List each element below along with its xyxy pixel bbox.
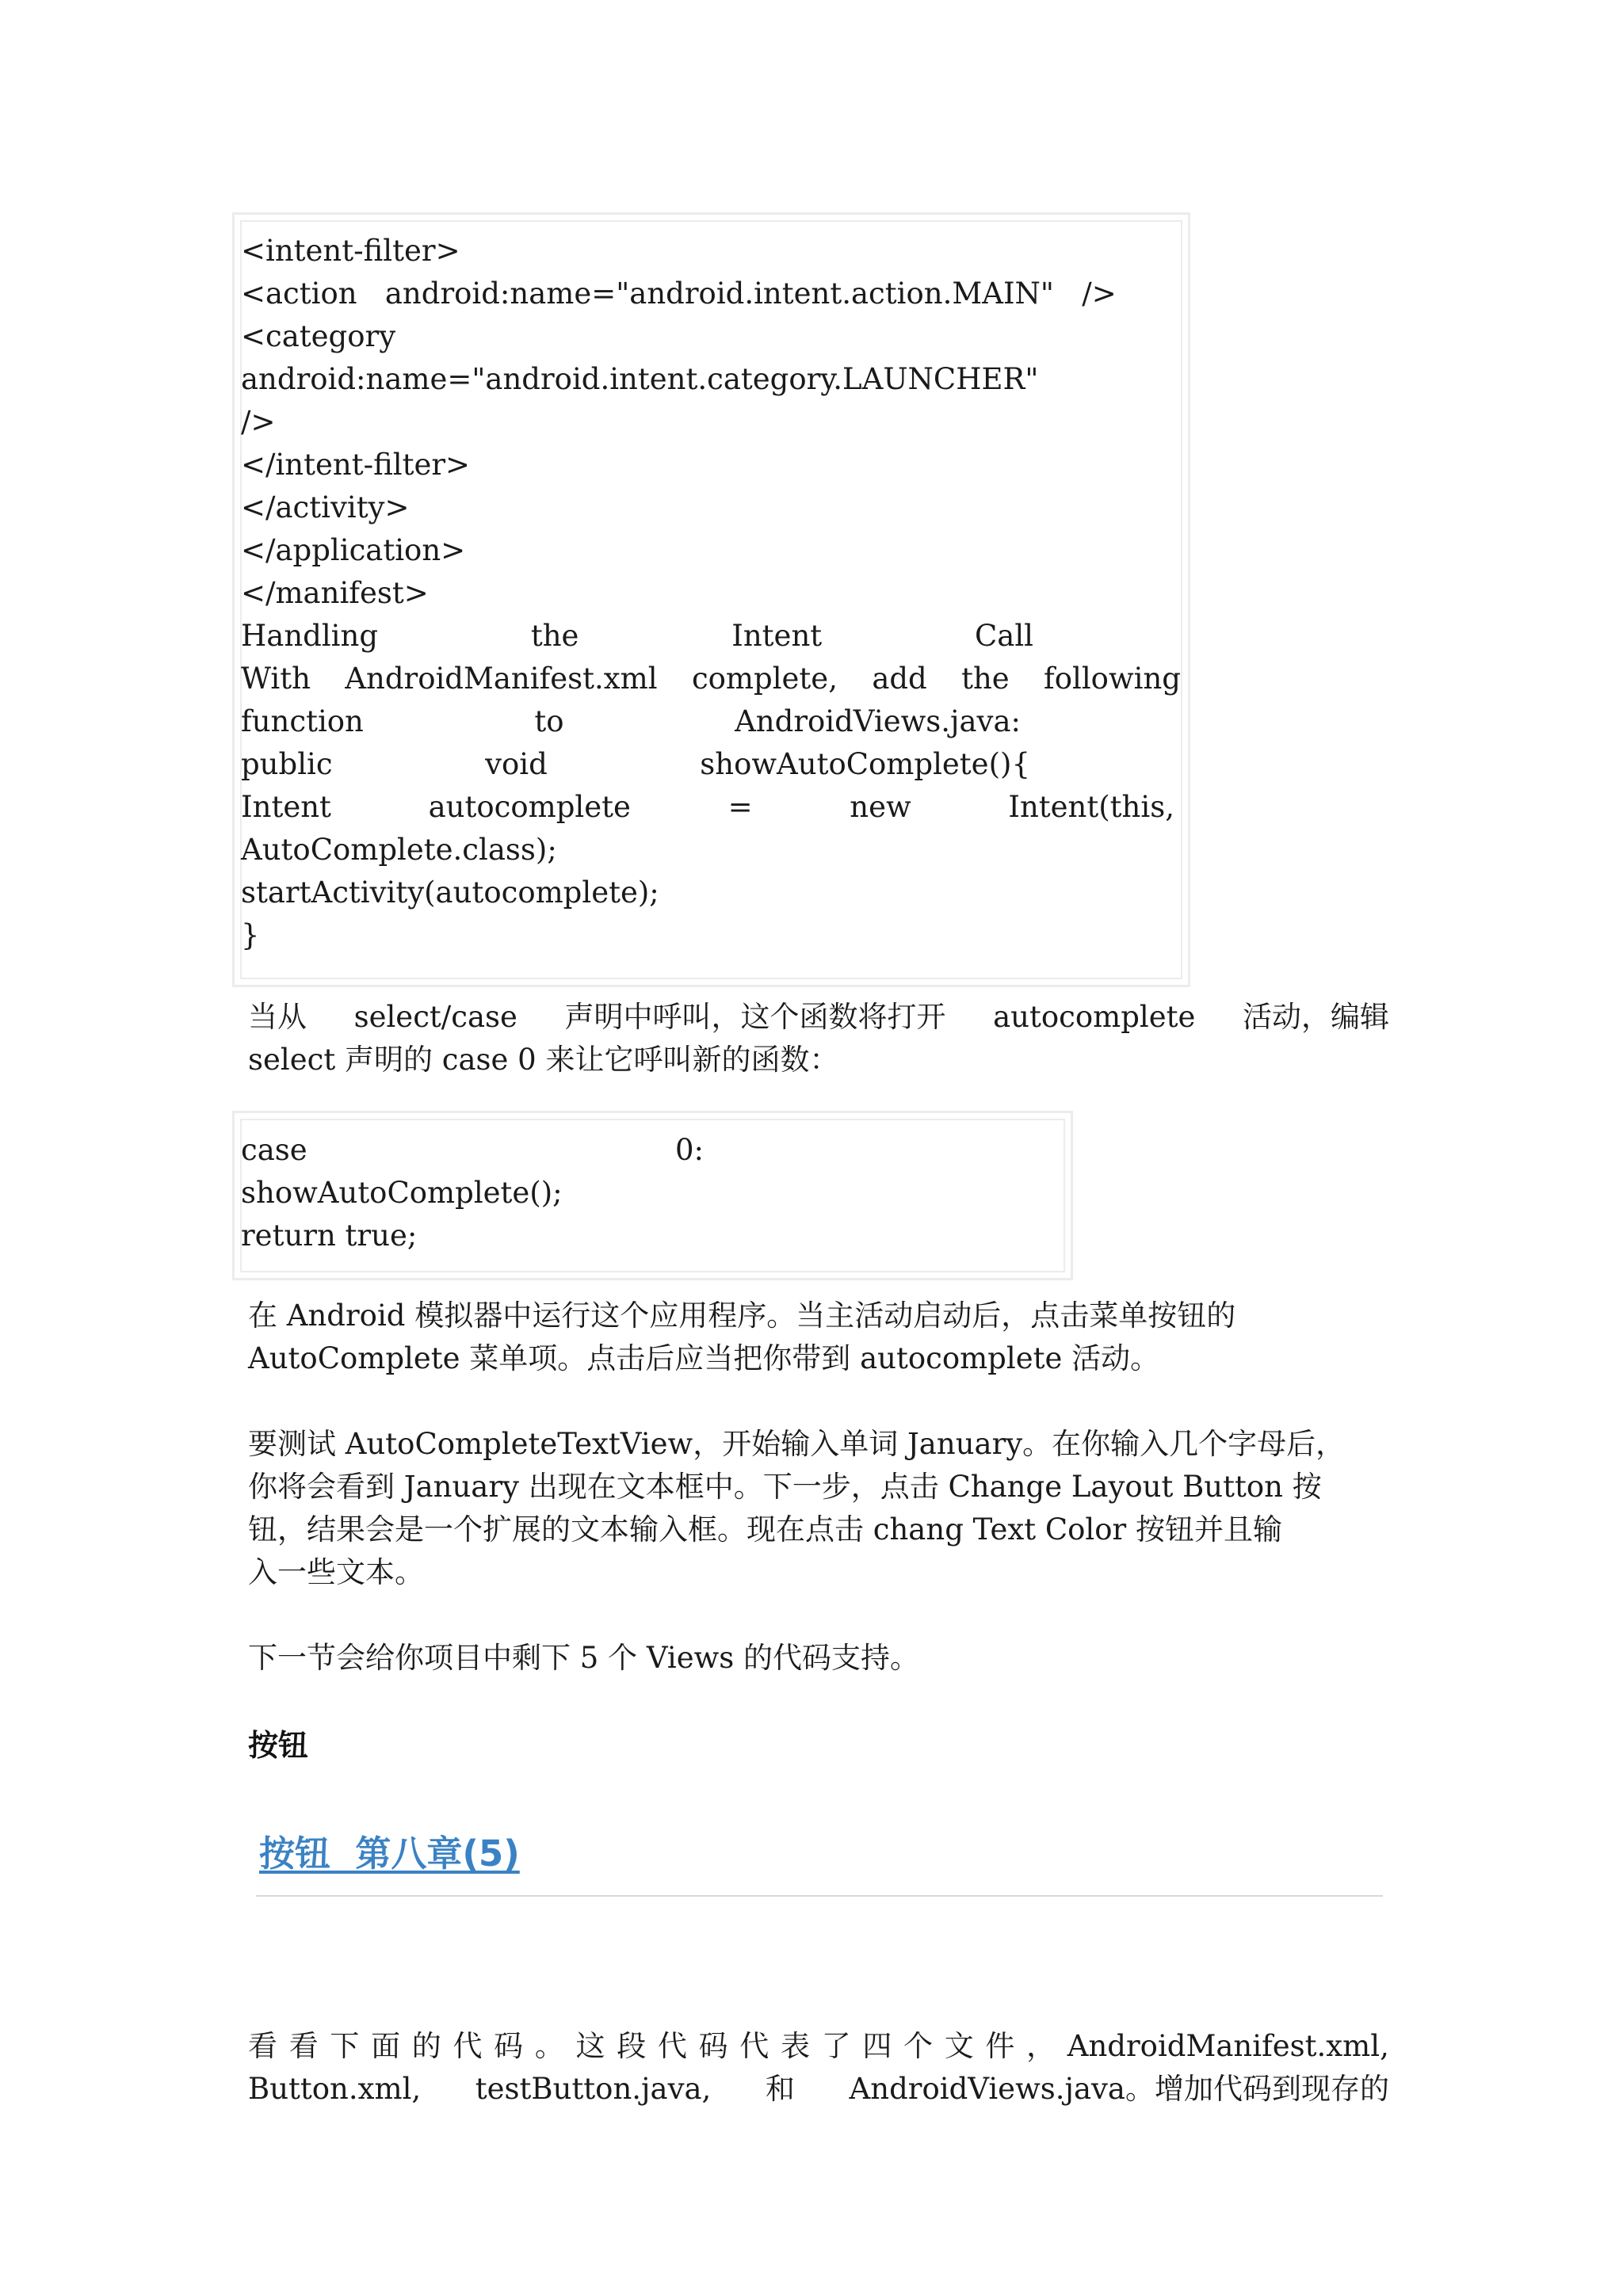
code-word: following [1044,662,1181,696]
code-word: add [872,662,927,696]
code-word: AndroidViews.java: [735,704,1021,738]
paragraph-line: 钮，结果会是一个扩展的文本输入框。现在点击 chang Text Color 按钮并且输 [248,1512,1282,1547]
code-word: With [241,662,311,696]
code-word: showAutoComplete(){ [700,747,1030,781]
code-line: <action android:name="android.intent.action.MAIN" /> [241,277,1117,311]
text-run: AndroidViews.java。增加代码到现存的 [849,2072,1389,2106]
text-run: select/case [353,1000,517,1034]
chapter-title-link[interactable]: 按钮 第八章(5) [259,1833,520,1875]
code-word: Call [974,619,1033,653]
code-word: = [727,790,753,824]
text-run: Button.xml, [248,2072,422,2106]
code-line-justified [241,700,1021,743]
code-word: Intent [241,790,331,824]
code-word: AndroidManifest.xml [345,662,658,696]
text-run: 当从 [248,1000,307,1034]
paragraph-line [248,2068,1389,2111]
text-run: 段 [617,2029,647,2063]
code-line: startActivity(autocomplete); [241,875,659,910]
text-run: 表 [780,2029,810,2063]
paragraph-line: AutoComplete 菜单项。点击后应当把你带到 autocomplete 活动。 [248,1341,1160,1375]
code-line: </intent-filter> [241,448,471,482]
paragraph-next-section [248,1637,1389,1680]
code-line: </activity> [241,490,410,524]
code-line: </manifest> [241,576,429,610]
text-run: 的 [411,2029,441,2063]
code-line: return true; [241,1219,418,1253]
code-word: 0: [674,1133,704,1167]
text-run: 个 [903,2029,933,2063]
paragraph-run-app [248,1295,1389,1380]
code-line-justified [241,615,1033,658]
paragraph-line: 在 Android 模拟器中运行这个应用程序。当主活动启动后，点击菜单按钮的 [248,1299,1236,1333]
code-line-justified [241,786,1174,829]
code-word: Handling [241,619,379,653]
text-run: 代 [657,2029,687,2063]
code-line: <intent-filter> [241,234,460,268]
text-run: 。 [534,2029,564,2063]
paragraph-test-autocomplete [248,1423,1389,1594]
text-run: 声明中呼叫，这个函数将打开 [564,1000,946,1034]
text-run: 码 [698,2029,728,2063]
paragraph-line [248,2025,1389,2068]
code-line: android:name="android.intent.category.LAUNCHER" [241,362,1039,396]
paragraph-line: 你将会看到 January 出现在文本框中。下一步，点击 Change Layout Button 按 [248,1470,1322,1504]
text-run: autocomplete [993,1000,1196,1034]
text-run: 和 [765,2072,795,2106]
paragraph-line [248,996,1389,1039]
paragraph-select-case [248,996,1389,1081]
code-word: Intent(this, [1008,790,1174,824]
text-run: 活动，编辑 [1242,1000,1389,1034]
code-word: void [485,747,548,781]
code-word: the [530,619,579,653]
text-run: 码 [494,2029,524,2063]
code-word: complete, [691,662,838,696]
text-run: 四 [862,2029,892,2063]
paragraph-code-files [248,2025,1389,2111]
text-run: ， [1026,2029,1056,2063]
code-word: function [241,704,364,738]
code-line: </application> [241,533,466,567]
code-word: Intent [731,619,823,653]
text-run: 面 [371,2029,401,2063]
paragraph-line: 下一节会给你项目中剩下 5 个 Views 的代码支持。 [248,1641,920,1675]
code-line-justified [241,743,1030,786]
code-line: AutoComplete.class); [241,833,557,867]
section-heading: 按钮 [248,1728,309,1763]
text-run: 代 [739,2029,769,2063]
text-run: 看 [288,2029,319,2063]
text-run: 了 [821,2029,851,2063]
text-run: 这 [575,2029,605,2063]
text-run: 代 [453,2029,483,2063]
text-run: testButton.java, [475,2072,712,2106]
code-word: new [850,790,911,824]
code-line-justified [241,1129,704,1172]
text-run: 下 [330,2029,360,2063]
paragraph-line: 要测试 AutoCompleteTextView，开始输入单词 January。在你输入几个字母后， [248,1427,1346,1461]
code-word: public [241,747,333,781]
paragraph-line: 入一些文本。 [248,1555,424,1589]
code-line-justified [241,658,1181,700]
code-line: } [241,918,260,952]
code-word: case [241,1133,307,1167]
text-run: 文 [944,2029,974,2063]
code-word: to [534,704,564,738]
code-word: autocomplete [428,790,631,824]
code-line: <category [241,319,396,353]
paragraph-line: select 声明的 case 0 来让它呼叫新的函数： [248,1043,839,1077]
text-run: AndroidManifest.xml, [1067,2029,1389,2063]
code-line: /> [241,405,276,439]
title-divider [256,1895,1383,1897]
code-line: showAutoComplete(); [241,1176,563,1210]
code-word: the [961,662,1010,696]
text-run: 看 [248,2029,277,2063]
text-run: 件 [985,2029,1015,2063]
